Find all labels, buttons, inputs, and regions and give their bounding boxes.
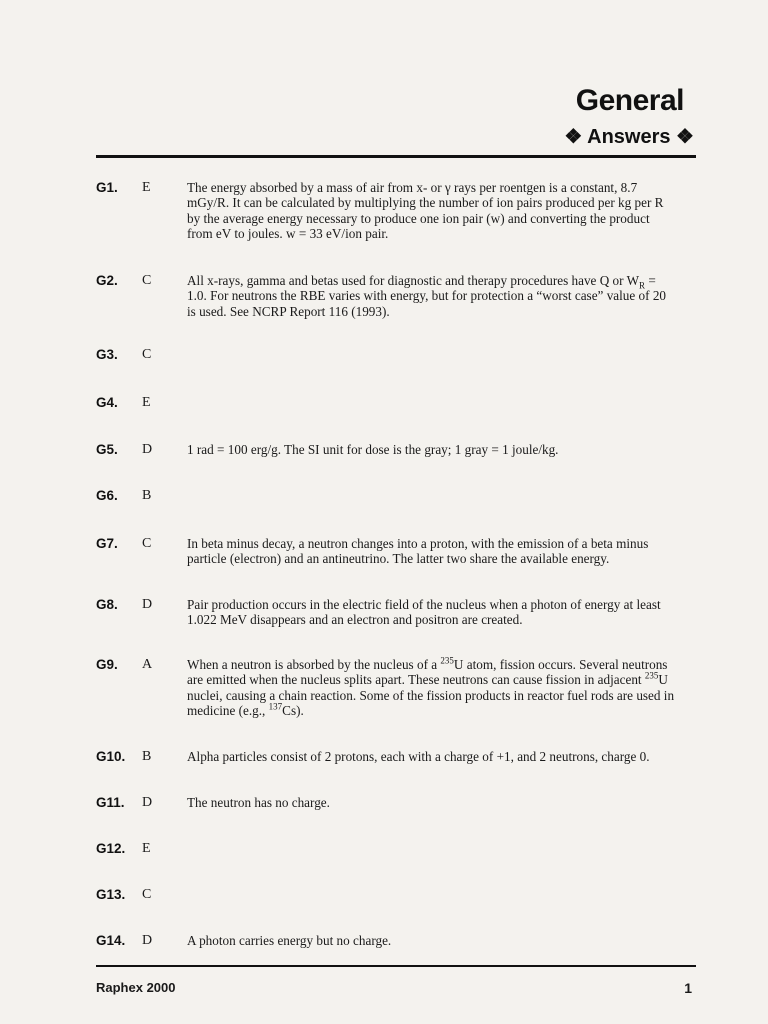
footer-title: Raphex 2000 bbox=[96, 980, 176, 995]
question-id: G11. bbox=[96, 795, 125, 810]
answer-explanation: Alpha particles consist of 2 protons, each with a charge of +1, and 2 neutrons, charge 0. bbox=[187, 749, 650, 764]
answer-explanation: When a neutron is absorbed by the nucleus of a $^{235}$U atom, fission occurs. Several neutrons are emitted when the nucleus splits apart. These neutrons can cause fission in adjacent $^{235}$U nuclei, causing a chain reaction. Some of the fission products in reactor fuel rods are used in medicine (e.g., $^{137}$Cs). bbox=[187, 655, 675, 719]
question-id: G3. bbox=[96, 347, 118, 362]
answer-choice: C bbox=[142, 347, 152, 362]
question-id: G13. bbox=[96, 887, 126, 902]
answer-explanation: A photon carries energy but no charge. bbox=[187, 933, 392, 948]
footer-rule bbox=[96, 965, 696, 967]
question-id: G12. bbox=[96, 841, 126, 856]
question-id: G4. bbox=[96, 395, 118, 410]
answer-explanation: The energy absorbed by a mass of air from x- or γ rays per roentgen is a constant, 8.7 mGy/R. It can be calculated by multiplying the number of ion pairs produced per kg per R by the average energy necessary to produce one ion pair (w) and converting the product from eV to joules. w = 33 eV/ion pair. bbox=[187, 180, 664, 242]
question-id: G14. bbox=[96, 933, 126, 948]
answer-choice: E bbox=[142, 841, 151, 856]
question-id: G7. bbox=[96, 536, 118, 551]
question-id: G8. bbox=[96, 597, 118, 612]
answer-explanation: 1 rad = 100 erg/g. The SI unit for dose is the gray; 1 gray = 1 joule/kg. bbox=[187, 442, 559, 457]
page-number: 1 bbox=[684, 980, 692, 996]
answer-choice: E bbox=[142, 395, 151, 410]
answer-choice: D bbox=[142, 933, 153, 948]
answer-explanation: The neutron has no charge. bbox=[187, 795, 330, 810]
page-subtitle: ❖ Answers ❖ bbox=[564, 126, 694, 148]
answer-choice: D bbox=[142, 442, 153, 457]
answer-choice: A bbox=[142, 657, 153, 672]
header-rule bbox=[96, 155, 696, 158]
question-id: G9. bbox=[96, 657, 118, 672]
answer-choice: C bbox=[142, 273, 152, 288]
answer-choice: C bbox=[142, 887, 152, 902]
question-id: G6. bbox=[96, 488, 118, 503]
answer-choice: B bbox=[142, 488, 152, 503]
answer-explanation: Pair production occurs in the electric field of the nucleus when a photon of energy at least 1.022 MeV disappears and an electron and positron are created. bbox=[187, 597, 661, 628]
answer-choice: C bbox=[142, 536, 152, 551]
question-id: G1. bbox=[96, 180, 118, 195]
answer-choice: E bbox=[142, 180, 151, 195]
question-id: G5. bbox=[96, 442, 118, 457]
answer-explanation: All x-rays, gamma and betas used for diagnostic and therapy procedures have Q or $W_R = 1.0$. For neutrons the RBE varies with energy, but for protection a “worst case” value of 20 is used. See NCRP Report 116 (1993). bbox=[187, 273, 667, 319]
answer-choice: B bbox=[142, 749, 152, 764]
answer-explanation: In beta minus decay, a neutron changes into a proton, with the emission of a beta minus particle (electron) and an antineutrino. The latter two share the available energy. bbox=[187, 536, 649, 567]
answer-choice: D bbox=[142, 795, 153, 810]
answer-choice: D bbox=[142, 597, 153, 612]
page-title: General bbox=[575, 84, 684, 117]
question-id: G2. bbox=[96, 273, 118, 288]
question-id: G10. bbox=[96, 749, 126, 764]
